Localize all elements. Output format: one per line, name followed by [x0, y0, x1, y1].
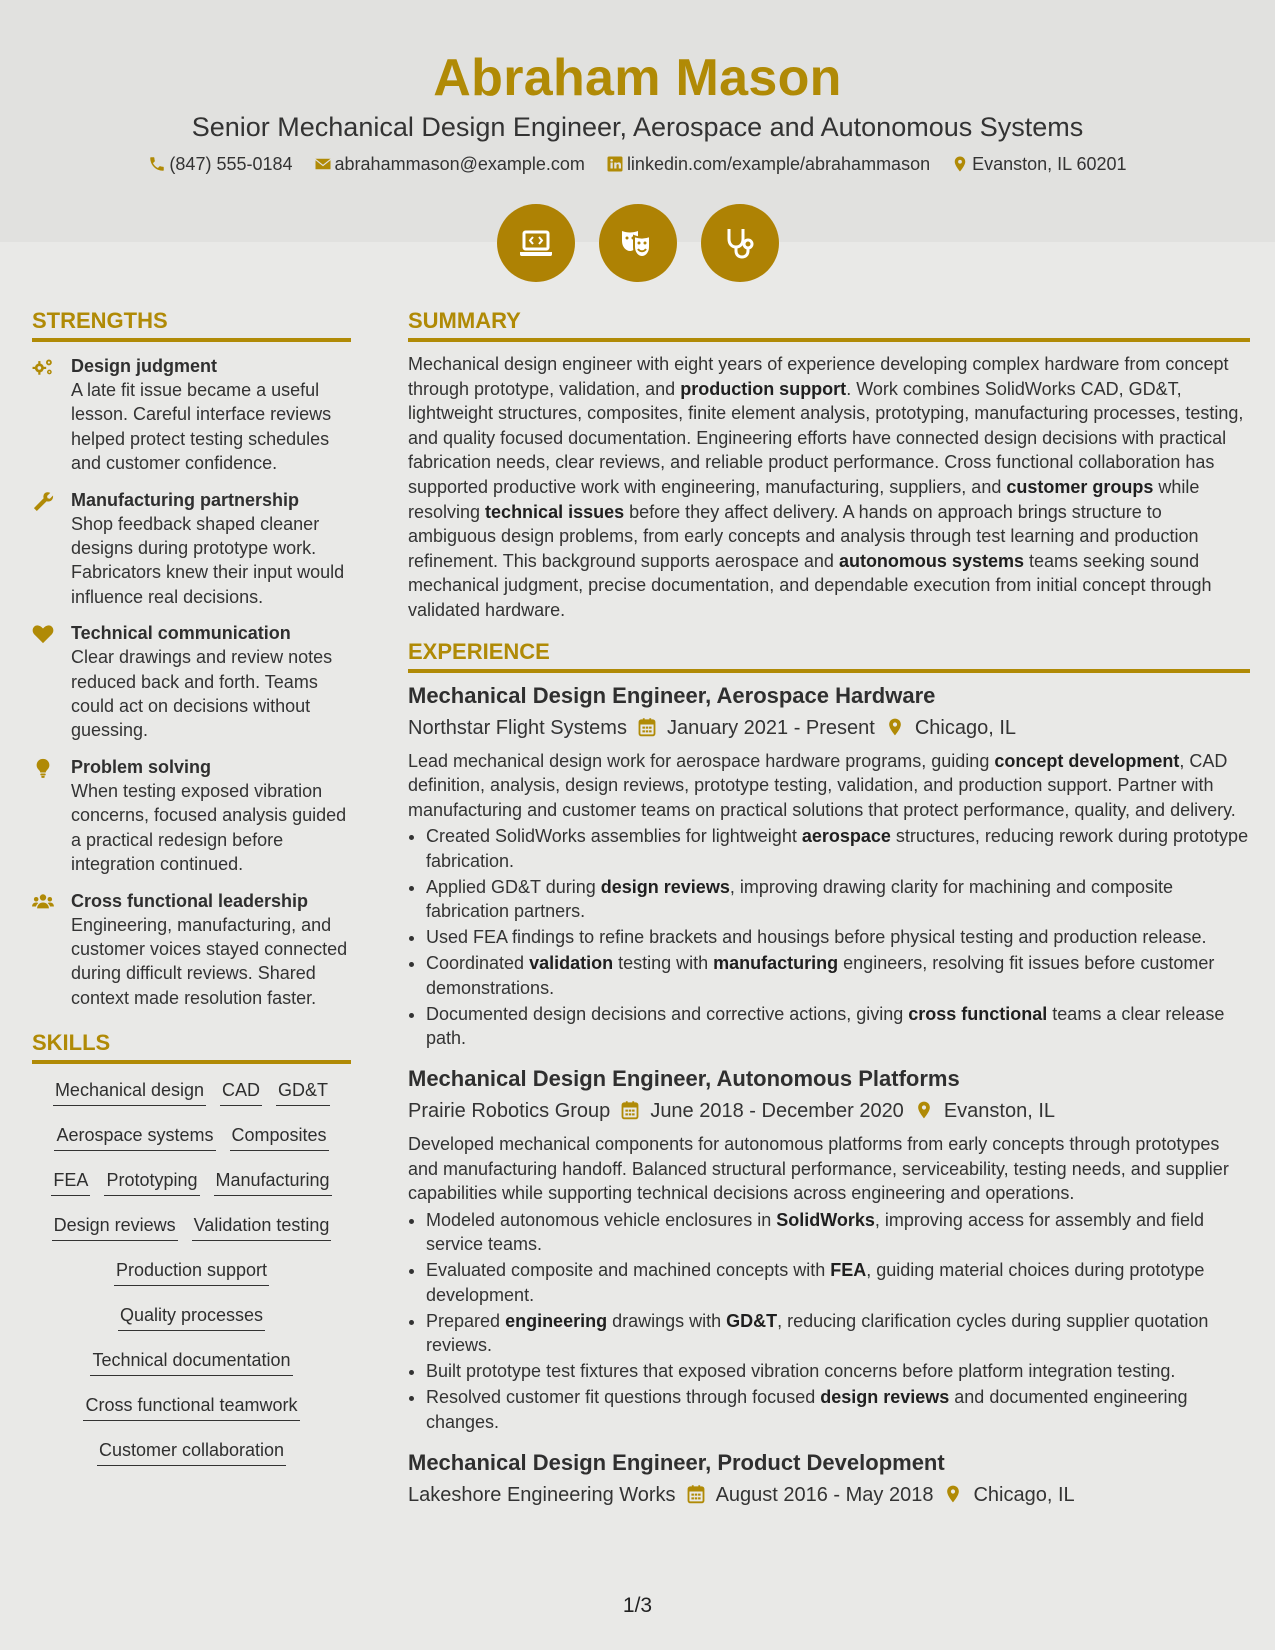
lightbulb-icon [32, 758, 54, 778]
badge-stethoscope [701, 204, 779, 282]
gears-icon [32, 357, 54, 377]
skills-list [32, 1076, 351, 1481]
skill-tag: GD&T [276, 1076, 330, 1106]
skill-tag: Mechanical design [53, 1076, 206, 1106]
job-company: Lakeshore Engineering Works [408, 1483, 676, 1506]
map-pin-icon [943, 1484, 963, 1504]
skill-tag: Cross functional teamwork [83, 1391, 299, 1421]
calendar-icon [637, 717, 657, 737]
job-entry [408, 1064, 1250, 1434]
skill-row [32, 1166, 351, 1211]
job-dates: August 2016 - May 2018 [715, 1483, 934, 1506]
skill-row [32, 1121, 351, 1166]
strength-item [32, 755, 351, 877]
skill-tag: Technical documentation [90, 1346, 292, 1376]
strength-desc: When testing exposed vibration concerns, focused analysis guided a practical redesign before integration continued. [71, 780, 347, 875]
map-pin-icon [951, 155, 969, 173]
summary-text: Mechanical design engineer with eight years of experience developing complex hardware from concept through prototype, validation, and production support. Work combines SolidWorks CAD, GD&T, lightweight structures, composites, finite element analysis, prototyping, manufacturing processes, testing, and quality focused documentation. Engineering efforts have connected design decisions with practical fabrication needs, clear reviews, and reliable product performance. Cross functional collaboration has supported productive work with engineering, manufacturing, suppliers, and customer groups while resolving technical issues before they affect delivery. A hands on approach brings structure to ambiguous design problems, from early concepts and analysis through test learning and production refinement. This background supports aerospace and autonomous systems teams seeking sound mechanical judgment, precise documentation, and dependable execution from initial concept through validated hardware. [408, 354, 1244, 620]
stethoscope-icon [720, 223, 760, 263]
contact-linkedin[interactable] [606, 151, 930, 177]
experience-heading: EXPERIENCE [408, 637, 1250, 673]
job-title: Mechanical Design Engineer, Autonomous Platforms [408, 1066, 960, 1092]
job-bullet: • Created SolidWorks assemblies for lightweight aerospace structures, reducing rework during prototype fabrication. [426, 824, 1250, 872]
job-location: Chicago, IL [914, 716, 1017, 739]
envelope-icon [314, 155, 332, 173]
summary-heading: SUMMARY [408, 306, 1250, 342]
skill-tag: Customer collaboration [97, 1436, 286, 1466]
laptop-code-icon [516, 223, 556, 263]
job-bullet: • Documented design decisions and corrective actions, giving cross functional teams a clear release path. [426, 1002, 1250, 1050]
strength-title: Technical communication [71, 623, 291, 644]
email-text: abrahammason@example.com [334, 154, 585, 175]
theater-masks-icon [618, 223, 658, 263]
skill-tag: FEA [51, 1166, 90, 1196]
job-entry [408, 1448, 1250, 1510]
skill-tag: Composites [230, 1121, 329, 1151]
job-meta [408, 1480, 1250, 1510]
phone-text: (847) 555-0184 [169, 154, 293, 175]
location-text: Evanston, IL 60201 [972, 154, 1127, 175]
skill-tag: Design reviews [52, 1211, 178, 1241]
contact-bar [0, 150, 1275, 177]
header-band [0, 0, 1275, 242]
right-column [408, 306, 1250, 1510]
skill-row [32, 1211, 351, 1256]
strength-desc: A late fit issue became a useful lesson. Careful interface reviews helped protect testing schedules and customer confidence. [71, 380, 332, 474]
job-bullet: • Applied GD&T during design reviews, improving drawing clarity for machining and composite fabrication partners. [426, 875, 1250, 923]
job-dates: June 2018 - December 2020 [650, 1100, 904, 1123]
strength-title: Design judgment [71, 356, 218, 376]
map-pin-icon [914, 1100, 934, 1120]
strength-item [32, 488, 351, 610]
job-meta [408, 1096, 1250, 1126]
skill-tag: Prototyping [104, 1166, 199, 1196]
job-title: Mechanical Design Engineer, Product Development [408, 1449, 945, 1475]
strengths-heading: STRENGTHS [32, 306, 351, 342]
job-title: Mechanical Design Engineer, Aerospace Hardware [408, 682, 936, 708]
job-bullet: • Used FEA findings to refine brackets and housings before physical testing and production release. [426, 925, 1250, 949]
users-icon [32, 892, 54, 912]
job-location: Chicago, IL [973, 1483, 1075, 1506]
strength-title: Problem solving [71, 756, 212, 777]
skill-tag: Production support [114, 1256, 269, 1286]
interest-badges [0, 204, 1275, 282]
skill-row [32, 1436, 351, 1481]
job-bullet: • Built prototype test fixtures that exposed vibration concerns before platform integration testing. [426, 1359, 1250, 1383]
job-bullets [408, 824, 1250, 1050]
heart-icon [32, 624, 54, 644]
job-bullet: • Modeled autonomous vehicle enclosures in SolidWorks, improving access for assembly and field service teams. [426, 1208, 1250, 1256]
strength-item [32, 354, 351, 476]
strength-desc: Clear drawings and review notes reduced back and forth. Teams could act on decisions without guessing. [71, 647, 333, 741]
job-meta [408, 713, 1250, 743]
skills-heading: SKILLS [32, 1028, 351, 1064]
job-bullets [408, 1208, 1250, 1434]
contact-location [951, 151, 1126, 177]
candidate-headline: Senior Mechanical Design Engineer, Aerospace and Autonomous Systems [191, 112, 1084, 142]
map-pin-icon [885, 717, 905, 737]
phone-icon [148, 155, 166, 173]
skill-row [32, 1076, 351, 1121]
skill-row [32, 1256, 351, 1301]
wrench-icon [32, 491, 54, 511]
skill-row [32, 1301, 351, 1346]
linkedin-text: linkedin.com/example/abrahammason [626, 154, 931, 175]
strength-item [32, 889, 351, 1011]
job-list [408, 681, 1250, 1510]
badge-laptop [497, 204, 575, 282]
skill-tag: Aerospace systems [54, 1121, 215, 1151]
strength-item [32, 621, 351, 743]
contact-email[interactable] [314, 151, 585, 177]
strength-desc: Shop feedback shaped cleaner designs during prototype work. Fabricators knew their input would influence real decisions. [71, 513, 345, 607]
skill-row [32, 1391, 351, 1436]
calendar-icon [686, 1484, 706, 1504]
job-bullet: • Resolved customer fit questions through focused design reviews and documented engineering changes. [426, 1385, 1250, 1433]
job-company: Northstar Flight Systems [408, 716, 627, 739]
skill-tag: CAD [220, 1076, 262, 1106]
skill-tag: Manufacturing [214, 1166, 332, 1196]
job-dates: January 2021 - Present [666, 716, 875, 739]
job-entry [408, 681, 1250, 1051]
calendar-icon [620, 1100, 640, 1120]
job-description: Developed mechanical components for autonomous platforms from early concepts through prototypes and manufacturing handoff. Balanced structural performance, serviceability, testing needs, and supplier capabilities while supporting technical decisions across engineering and operations. [408, 1134, 1229, 1204]
skill-row [32, 1346, 351, 1391]
skill-tag: Validation testing [192, 1211, 332, 1241]
strength-desc: Engineering, manufacturing, and customer voices stayed connected during difficult reviews. Shared context made resolution faster. [71, 914, 348, 1008]
job-description: Lead mechanical design work for aerospace hardware programs, guiding concept development, CAD definition, analysis, design reviews, prototype testing, validation, and production support. Partner with manufacturing and customer teams on practical solutions that protect performance, quality, and delivery. [408, 750, 1236, 820]
skill-tag: Quality processes [118, 1301, 265, 1331]
page-number: 1/3 [622, 1594, 653, 1617]
job-location: Evanston, IL [943, 1100, 1055, 1123]
job-bullet: • Prepared engineering drawings with GD&T, reducing clarification cycles during supplier quotation reviews. [426, 1309, 1250, 1357]
contact-phone[interactable] [148, 151, 292, 177]
job-company: Prairie Robotics Group [408, 1100, 611, 1123]
badge-theater [599, 204, 677, 282]
job-bullet: • Evaluated composite and machined concepts with FEA, guiding material choices during prototype development. [426, 1258, 1250, 1306]
strength-title: Manufacturing partnership [71, 489, 300, 510]
linkedin-icon [606, 155, 624, 173]
candidate-name: Abraham Mason [433, 49, 842, 107]
job-bullet: • Coordinated validation testing with manufacturing engineers, resolving fit issues before customer demonstrations. [426, 951, 1250, 999]
strength-title: Cross functional leadership [71, 890, 309, 911]
left-column [32, 306, 351, 1481]
